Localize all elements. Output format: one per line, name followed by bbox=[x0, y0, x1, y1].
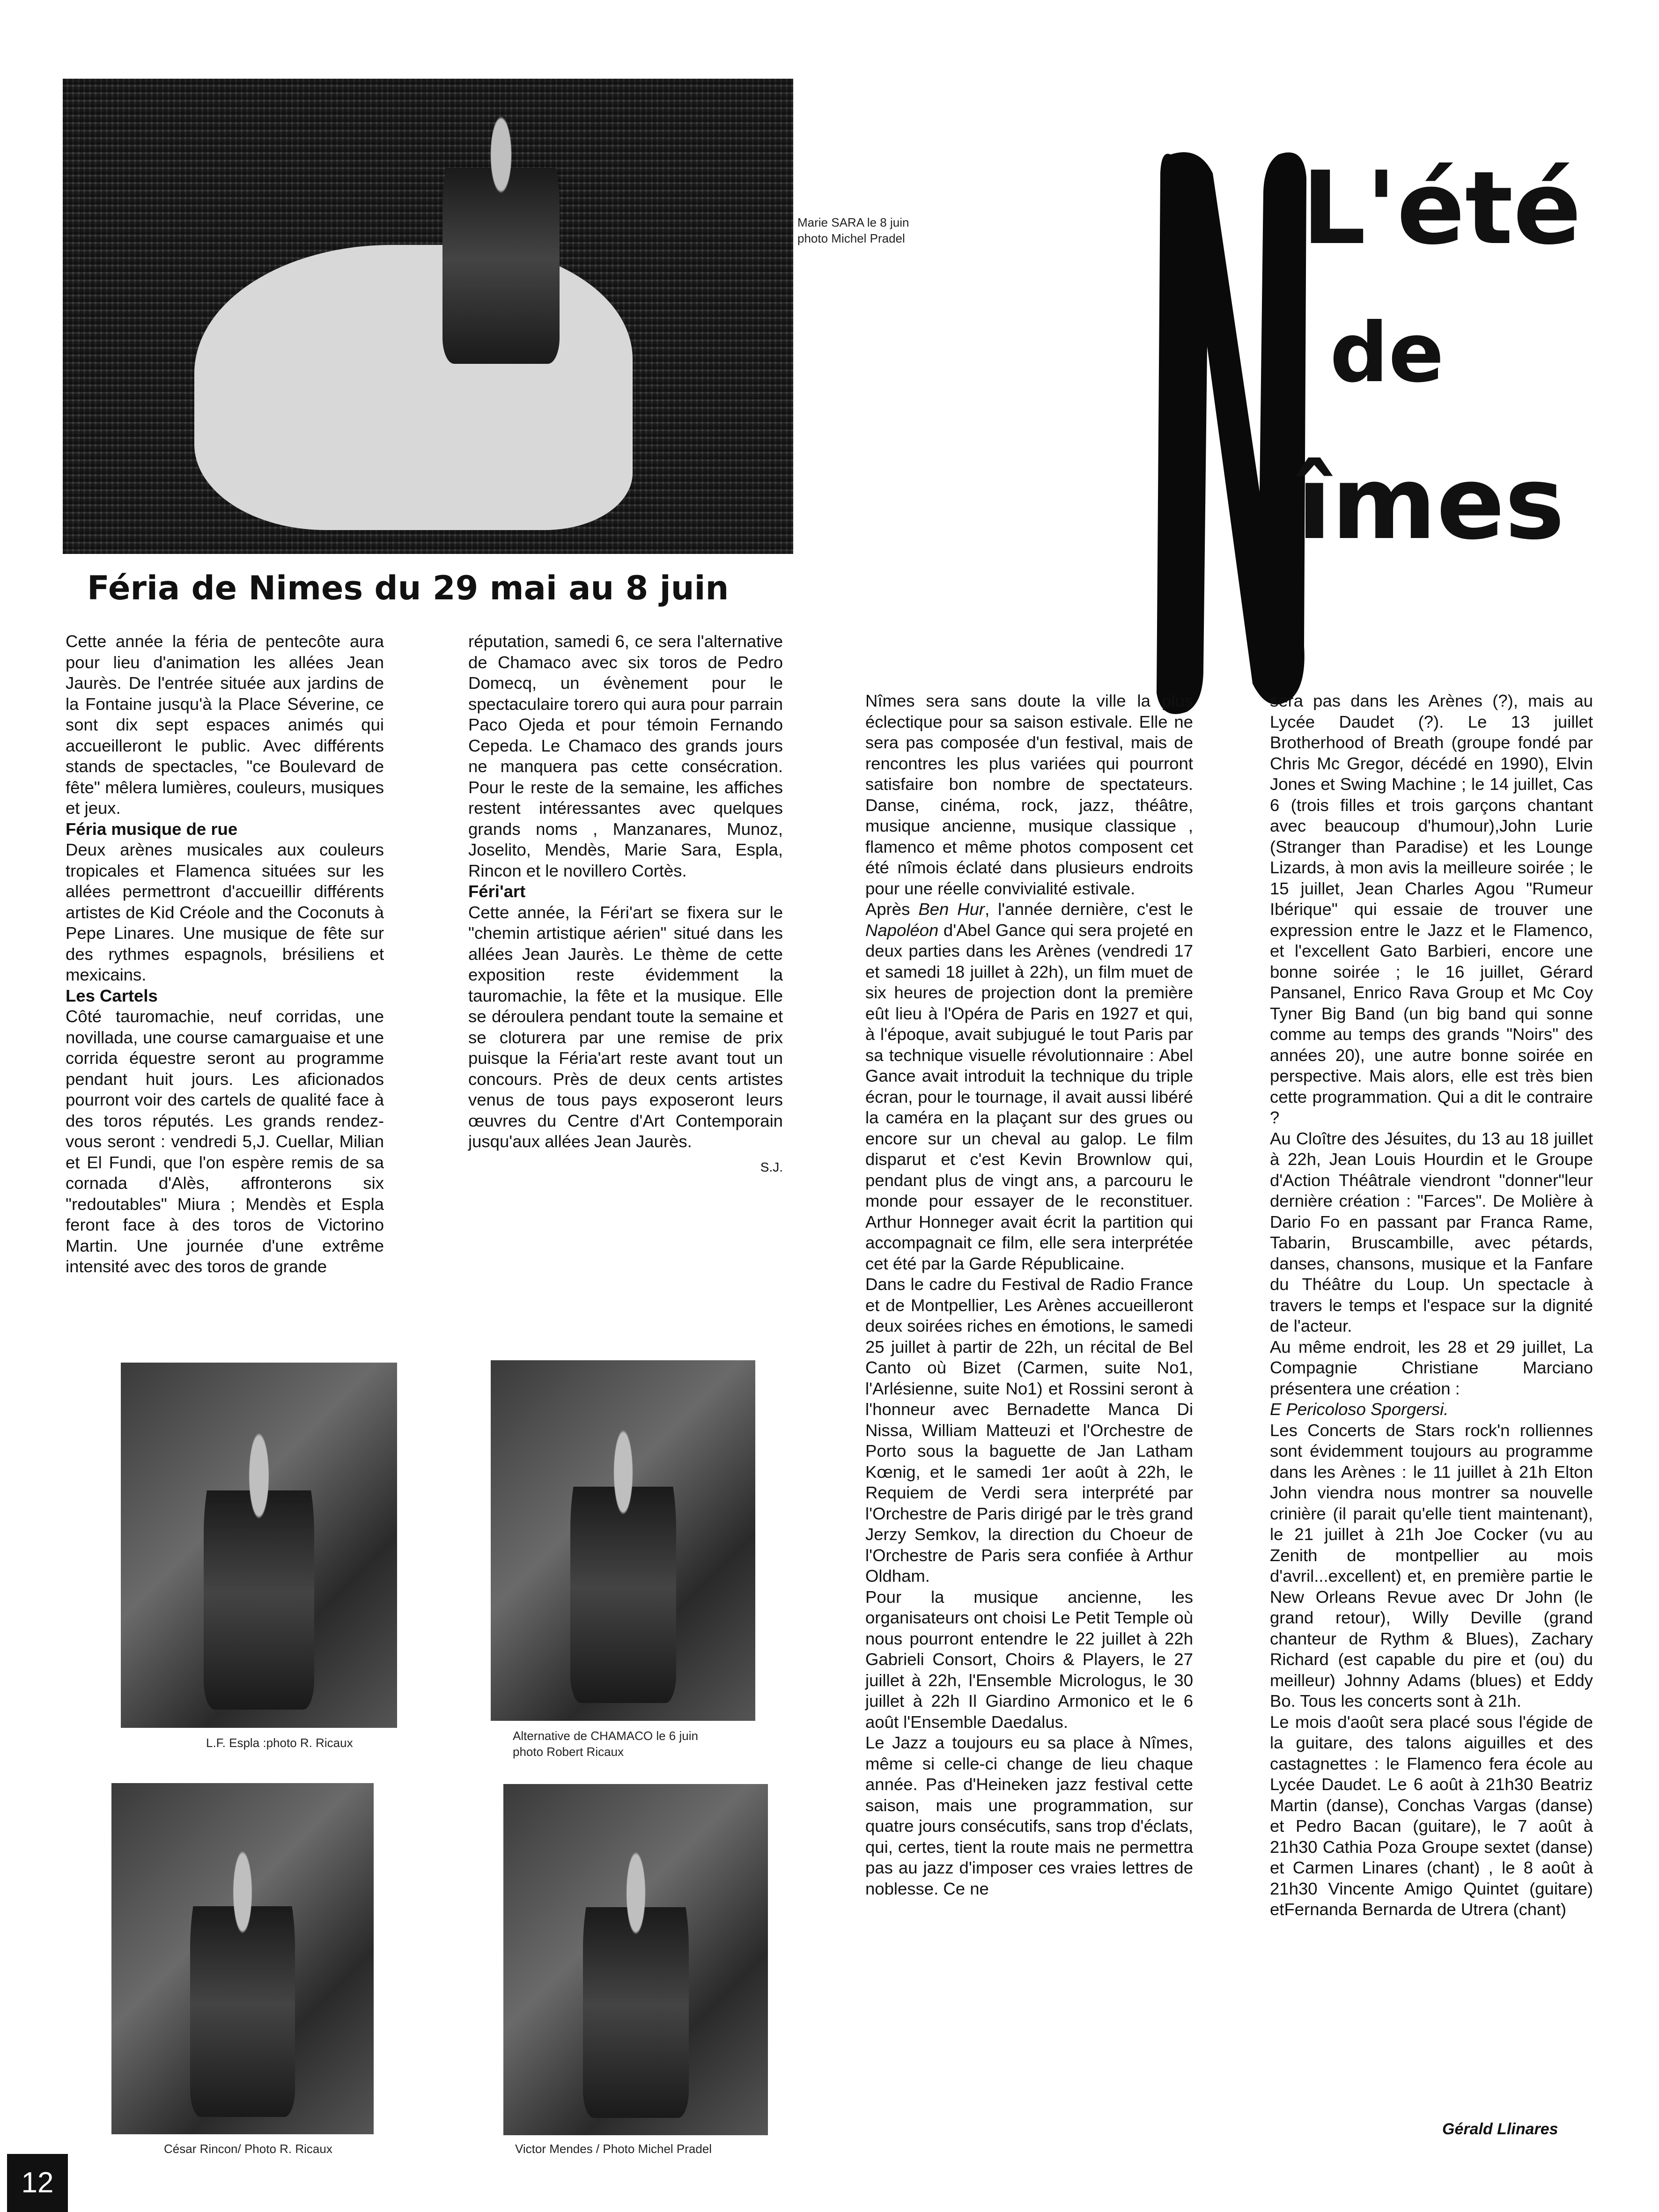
feria-column-2 bbox=[468, 631, 783, 1178]
author-signature: Gérald Llinares bbox=[1442, 2120, 1558, 2138]
ete-napoleon-paragraph bbox=[865, 899, 1193, 1274]
ete-flamenco-paragraph: Le mois d'août sera placé sous l'égide de la guitare, des talons aiguilles et des castagnettes : le Flamenco fera école au Lycée Daudet. Le 6 août à 21h30 Beatriz Martin (danse), Conchas Vargas (danse) et Pedro Bacan (guitare), le 7 août à 21h30 Cathia Poza Groupe sextet (danse) et Carmen Linares (chant) , le 8 août à 21h30 Vincente Amigo Quintet (guitare) etFernanda Bernarda de Utrera (chant) bbox=[1270, 1712, 1593, 1919]
text-run: Après bbox=[865, 900, 919, 919]
text-run: d'Abel Gance qui sera projeté en deux parties dans les Arènes (vendredi 17 et samedi 18 juillet à 22h), un film muet de six heures de projection dont la première eût lieu à l'Opéra de Paris en 1927 et qui, à l'époque, avait subjugué le tout Paris par sa technique visuelle révolutionnaire : Abel Gance avait introduit la technique du triple écran, pour le tournage, il avait aussi libéré la caméra en la plaçant sur des grues ou encore sur un cheval au galop. Le film disparut et c'est Kevin Brownlow qui, pendant plus de vingt ans, a parcouru le monde pour essayer de le reconstituer. Arthur Honneger avait écrit la partition qui accompagnait ce film, elle sera interprétée cet été par la Garde Républicaine. bbox=[865, 920, 1193, 1273]
photo-rincon bbox=[111, 1783, 374, 2134]
ete-pericoloso-title: E Pericoloso Sporgersi. bbox=[1270, 1400, 1449, 1419]
ete-jazz-cont-paragraph: sera pas dans les Arènes (?), mais au Lycée Daudet (?). Le 13 juillet Brotherhood of Breath (groupe fondé par Chris Mc Gregor, décédé en 1990), Elvin Jones et Swing Machine ; le 14 juillet, Cas 6 (trois filles et trois garçons chantant avec beaucoup d'humour),John Lurie (Stranger than Paradise) et les Lounge Lizards, à mon avis la meilleure soirée ; le 15 juillet, Jean Charles Agou "Rumeur Ibérique" qui essaie de trouver une expression entre le Jazz et le Flamenco, et l'excellent Gato Barbieri, encore une bonne soirée ; le 16 juillet, Gérard Pansanel, Enrico Rava Group et Mc Coy Tyner Big Band (un big band qui sonne comme au temps des grands "Noirs" des années 20), une autre bonne soirée en perspective. Mais alors, elle est très bien cette programmation. Qui a dit le contraire ? bbox=[1270, 691, 1593, 1127]
feria-cartels-paragraph: Côté tauromachie, neuf corridas, une novillada, une course camarguaise et une corrida équestre seront au programme pendant huit jours. Les aficionados pourront voir des cartels de qualité face à des toros réputés. Les grands rendez-vous seront : vendredi 5,J. Cuellar, Milian et El Fundi, que l'on espère remis de sa cornada d'Alès, affronterons six "redoutables" Miura ; Mendès et Espla feront face à des toros de Victorino Martin. Une journée d'une extrême intensité avec des toros de grande bbox=[66, 1007, 384, 1276]
espla-figure bbox=[204, 1417, 314, 1710]
ete-radio-france-paragraph: Dans le cadre du Festival de Radio France et de Montpellier, Les Arènes accueilleront deux soirées riches en émotions, le samedi 25 juillet à partir de 22h, un récital de Bel Canto où Bizet (Carmen, suite No1, l'Arlésienne, suite No1) et Rossini seront à l'honneur avec Bernadette Manca Di Nissa, William Matteuzi et l'Orchestre de Porto sous la baguette de Jan Latham Kœnig, et le samedi 1er août à 22h, le Requiem de Verdi sera interprété par l'Orchestre de Paris dirigé par le très grand Jerzy Semkov, la direction du Choeur de l'Orchestre de Paris sera confiée à Arthur Oldham. bbox=[865, 1275, 1193, 1585]
title-line-3: îmes bbox=[1297, 444, 1565, 562]
photo-chamaco bbox=[491, 1360, 755, 1721]
ete-column-4 bbox=[1270, 691, 1593, 1920]
main-photo-caption: Marie SARA le 8 juin photo Michel Pradel bbox=[797, 215, 909, 245]
mendes-figure bbox=[583, 1837, 689, 2118]
feria-cont-paragraph: réputation, samedi 6, ce sera l'alternative de Chamaco avec six toros de Pedro Domecq, un évènement pour le spectaculaire torero qui aura pour parrain Paco Ojeda et pour témoin Fernando Cepeda. Le Chamaco des grands jours ne manquera pas cette consécration. Pour le reste de la semaine, les affiches restent intéressantes avec quelques grands noms , Manzanares, Munoz, Joselito, Mendès, Marie Sara, Espla, Rincon et le novillero Cortès. bbox=[468, 632, 783, 880]
ete-column-3 bbox=[865, 691, 1193, 1899]
title-line-1: L'été bbox=[1302, 149, 1582, 267]
subheading-feri-art: Féri'art bbox=[468, 882, 526, 901]
ete-concerts-paragraph: Les Concerts de Stars rock'n rolliennes sont évidemment toujours au programme dans les Arènes : le 11 juillet à 21h Elton John viendra nous montrer sa nouvelle crinière (il parait qu'elle tient maintenant), le 21 juillet à 21h Joe Cocker (vu au Zenith de montpellier au mois d'avril...excellent) et, en première partie le New Orleans Revue avec Dr John (le grand retour), Willy Deville (grand chanteur de Rythm & Blues), Zachary Richard (est capable du pire et (ou) du meilleur) Johnny Adams (blues) et Eddy Bo. Tous les concerts sont à 21h. bbox=[1270, 1420, 1593, 1711]
photo-espla bbox=[121, 1363, 397, 1728]
feria-column-1 bbox=[66, 631, 384, 1277]
text-run: , l'année dernière, c'est le bbox=[985, 900, 1194, 919]
feria-rue-paragraph: Deux arènes musicales aux couleurs tropicales et Flamenca situées sur les allées permettront d'accueillir différents artistes de Kid Créole and the Coconuts à Pepe Linares. Une musique de fête sur des rythmes espagnols, brésiliens et mexicains. bbox=[66, 840, 384, 984]
feria-headline: Féria de Nimes du 29 mai au 8 juin bbox=[87, 569, 729, 607]
title-line-2: de bbox=[1330, 306, 1444, 401]
title-ben-hur: Ben Hur bbox=[918, 900, 985, 919]
page-number: 12 bbox=[7, 2154, 68, 2212]
ete-jazz-paragraph: Le Jazz a toujours eu sa place à Nîmes, même si celle-ci change de lieu chaque année. Pas d'Heineken jazz festival cette saison, mais une programmation, sur quatre jours consécutifs, sans trop d'éclats, qui, certes, tient la route mais ne permettra pas au jazz d'imposer ces vraies lettres de noblesse. Ce ne bbox=[865, 1733, 1193, 1898]
ete-intro-paragraph: Nîmes sera sans doute la ville la plus éclectique pour sa saison estivale. Elle ne sera pas composée d'un festival, mais de rencontres les plus variées qui pourront satisfaire bon nombre de spectateurs. Danse, cinéma, rock, jazz, théâtre, musique ancienne, musique classique , flamenco et même photos composent cet été nîmois éclaté dans plusieurs endroits pour une réelle convivialité estivale. bbox=[865, 691, 1193, 898]
main-photo-marie-sara bbox=[63, 79, 793, 554]
ete-marciano-paragraph: Au même endroit, les 28 et 29 juillet, La Compagnie Christiane Marciano présentera une création : bbox=[1270, 1337, 1593, 1398]
title-big-letter bbox=[1143, 136, 1320, 721]
photo-espla-caption: L.F. Espla :photo R. Ricaux bbox=[206, 1736, 353, 1750]
title-napoleon: Napoléon bbox=[865, 920, 939, 940]
photo-chamaco-caption: Alternative de CHAMACO le 6 juin photo Robert Ricaux bbox=[513, 1729, 698, 1759]
subheading-musique-de-rue: Féria musique de rue bbox=[66, 819, 238, 839]
photo-mendes-caption: Victor Mendes / Photo Michel Pradel bbox=[515, 2142, 712, 2156]
feria-intro-paragraph: Cette année la féria de pentecôte aura pour lieu d'animation les allées Jean Jaurès. De l'entrée située aux jardins de la Fontaine jusqu'à la Place Séverine, ce sont dix sept espaces animés qui accueilleront le public. Avec différents stands de spectacles, "ce Boulevard de fête" mêlera lumières, couleurs, musiques et jeux. bbox=[66, 632, 384, 818]
photo-mendes bbox=[503, 1784, 768, 2135]
ete-jesuites-paragraph: Au Cloître des Jésuites, du 13 au 18 juillet à 22h, Jean Louis Hourdin et le Groupe d'Action Théâtrale viendront "donner"leur dernière création : "Farces". De Molière à Dario Fo en passant par Franca Rame, Tabarin, Bruscambille, avec pétards, danses, chansons, musique et la Fanfare du Théâtre du Loup. Un spectacle à travers le temps et l'espace sur la dignité de l'acteur. bbox=[1270, 1128, 1593, 1335]
feria-art-paragraph: Cette année, la Féri'art se fixera sur le "chemin artistique aérien" situé dans les allées Jean Jaurès. Le thème de cette exposition reste évidemment la tauromachie, la fête et la musique. Elle se déroulera pendant toute la semaine et se cloturera par une remise de prix puisque la Féria'art reste avant tout un concours. Près de deux cents artistes venus de tous pays exposeront leurs œuvres du Centre d'Art Contemporain jusqu'aux allées Jean Jaurès. bbox=[468, 902, 783, 1151]
rider-figure bbox=[442, 103, 560, 364]
photo-rincon-caption: César Rincon/ Photo R. Ricaux bbox=[164, 2142, 332, 2156]
ete-musique-ancienne-paragraph: Pour la musique ancienne, les organisateurs ont choisi Le Petit Temple où nous pourront entendre le 22 juillet à 22h Gabrieli Consort, Choirs & Players, le 27 juillet à 22h, l'Ensemble Micrologus, le 30 juillet à 22h Il Giardino Armonico et le 6 août l'Ensemble Daedalus. bbox=[865, 1587, 1193, 1732]
feria-signature: S.J. bbox=[760, 1159, 783, 1174]
chamaco-figure bbox=[570, 1415, 676, 1703]
subheading-les-cartels: Les Cartels bbox=[66, 986, 158, 1005]
rincon-figure bbox=[190, 1836, 295, 2117]
horse-figure bbox=[194, 245, 633, 530]
